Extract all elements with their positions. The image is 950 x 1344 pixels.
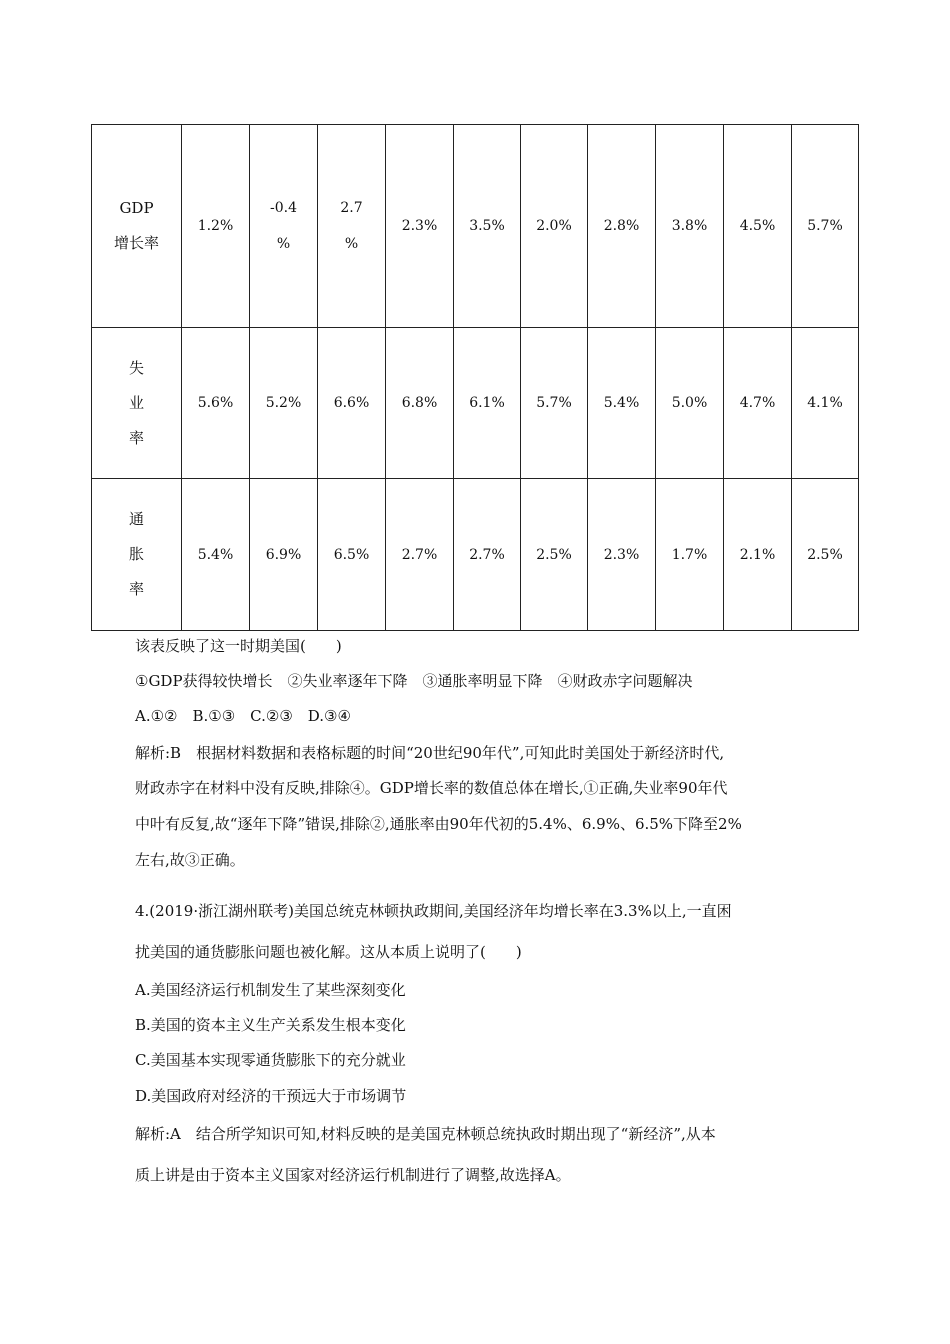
row-header (92, 125, 182, 328)
q4-stem-line: 4.(2019·浙江湖州联考)美国总统克林顿执政期间,美国经济年均增长率在3.3%以上,一直困 (135, 902, 732, 920)
cell-value: 3.5% (469, 218, 505, 234)
cell-value: 5.4% (197, 546, 234, 563)
q4-option-b: B.美国的资本主义生产关系发生根本变化 (135, 1016, 406, 1034)
cell-value: 5.4% (603, 395, 640, 411)
cell-value: 5.0% (671, 395, 708, 411)
q3-statements: ①GDP获得较快增长 ②失业率逐年下降 ③通胀率明显下降 ④财政赤字问题解决 (135, 672, 693, 690)
cell-value: 2.3% (603, 546, 640, 563)
q4-option-d: D.美国政府对经济的干预远大于市场调节 (135, 1087, 407, 1105)
q4-option-a: A.美国经济运行机制发生了某些深刻变化 (135, 981, 406, 999)
economic-data-table (91, 124, 859, 631)
q4-stem-line: 扰美国的通货膨胀问题也被化解。这从本质上说明了( ) (135, 943, 522, 961)
table-cell (792, 328, 859, 479)
row-header (92, 328, 182, 479)
cell-value: 2.5% (807, 546, 843, 563)
row-header-line: 率 (128, 428, 144, 447)
table-cell (521, 125, 588, 328)
table-row (92, 328, 859, 479)
cell-value: 4.1% (807, 395, 843, 411)
q3-analysis-line: 解析:B 根据材料数据和表格标题的时间“20世纪90年代”,可知此时美国处于新经济时代, (135, 744, 725, 762)
cell-value: 2.8% (603, 218, 640, 234)
table-cell (250, 328, 318, 479)
q3-stem: 该表反映了这一时期美国( ) (135, 637, 342, 655)
q4-analysis-line: 质上讲是由于资本主义国家对经济运行机制进行了调整,故选择A。 (135, 1166, 571, 1184)
table-cell (588, 328, 656, 479)
table-cell (250, 479, 318, 631)
cell-value: 2.7% (401, 546, 438, 563)
table-cell (656, 328, 724, 479)
table-cell (521, 328, 588, 479)
cell-value: 2.0% (536, 218, 572, 234)
cell-value: 1.2% (197, 218, 234, 234)
cell-value: 6.6% (333, 395, 370, 411)
cell-value: 6.5% (333, 546, 370, 563)
cell-value: % (276, 236, 291, 252)
cell-value: -0.4 (270, 200, 297, 216)
table-cell (454, 125, 521, 328)
row-header-line: 失 (128, 358, 144, 377)
cell-value: 3.8% (671, 218, 708, 234)
q3-options: A.①② B.①③ C.②③ D.③④ (135, 707, 351, 725)
table-cell (792, 479, 859, 631)
cell-value: 1.7% (671, 546, 708, 563)
row-header-line: 率 (128, 580, 144, 598)
row-header-line: 业 (128, 393, 144, 412)
table-row (92, 479, 859, 631)
table-cell (182, 328, 250, 479)
table-cell (182, 479, 250, 631)
cell-value: 6.1% (469, 395, 505, 411)
table-cell (386, 125, 454, 328)
cell-value: 6.8% (401, 395, 438, 411)
row-header-line: 通 (128, 510, 144, 528)
row-header (92, 479, 182, 631)
cell-value: 4.7% (739, 395, 776, 411)
table-cell (588, 479, 656, 631)
cell-value: 6.9% (265, 546, 302, 563)
row-header-line: 胀 (128, 545, 144, 563)
table-cell (521, 479, 588, 631)
cell-value: 2.7 (340, 200, 363, 216)
row-header-line: 增长率 (113, 234, 159, 252)
table-cell (656, 479, 724, 631)
table-cell (792, 125, 859, 328)
table-cell (724, 479, 792, 631)
table-cell (656, 125, 724, 328)
table-cell (724, 328, 792, 479)
cell-value: % (344, 236, 359, 252)
cell-value: 2.3% (401, 218, 438, 234)
q3-analysis-line: 中叶有反复,故“逐年下降”错误,排除②,通胀率由90年代初的5.4%、6.9%、6.5%下降至2% (135, 815, 742, 833)
table-cell (454, 479, 521, 631)
table-cell (386, 328, 454, 479)
table-cell (724, 125, 792, 328)
cell-value: 4.5% (739, 218, 776, 234)
row-header-line: GDP (119, 199, 154, 217)
cell-value: 5.2% (265, 395, 302, 411)
q4-analysis-line: 解析:A 结合所学知识可知,材料反映的是美国克林顿总统执政时期出现了“新经济”,从本 (135, 1125, 716, 1143)
q3-analysis-line: 财政赤字在材料中没有反映,排除④。GDP增长率的数值总体在增长,①正确,失业率90年代 (135, 779, 728, 797)
table-cell (182, 125, 250, 328)
table-cell (250, 125, 318, 328)
cell-value: 2.5% (536, 546, 572, 563)
cell-value: 5.7% (536, 395, 572, 411)
q3-analysis-line: 左右,故③正确。 (135, 851, 245, 869)
table-cell (588, 125, 656, 328)
table-cell (386, 479, 454, 631)
table-body (92, 125, 859, 631)
q4-option-c: C.美国基本实现零通货膨胀下的充分就业 (135, 1051, 406, 1069)
cell-value: 5.6% (197, 395, 234, 411)
table-cell (318, 479, 386, 631)
cell-value: 5.7% (807, 218, 843, 234)
table-cell (454, 328, 521, 479)
table-row (92, 125, 859, 328)
cell-value: 2.7% (469, 546, 505, 563)
cell-value: 2.1% (739, 546, 776, 563)
table-cell (318, 125, 386, 328)
table-cell (318, 328, 386, 479)
